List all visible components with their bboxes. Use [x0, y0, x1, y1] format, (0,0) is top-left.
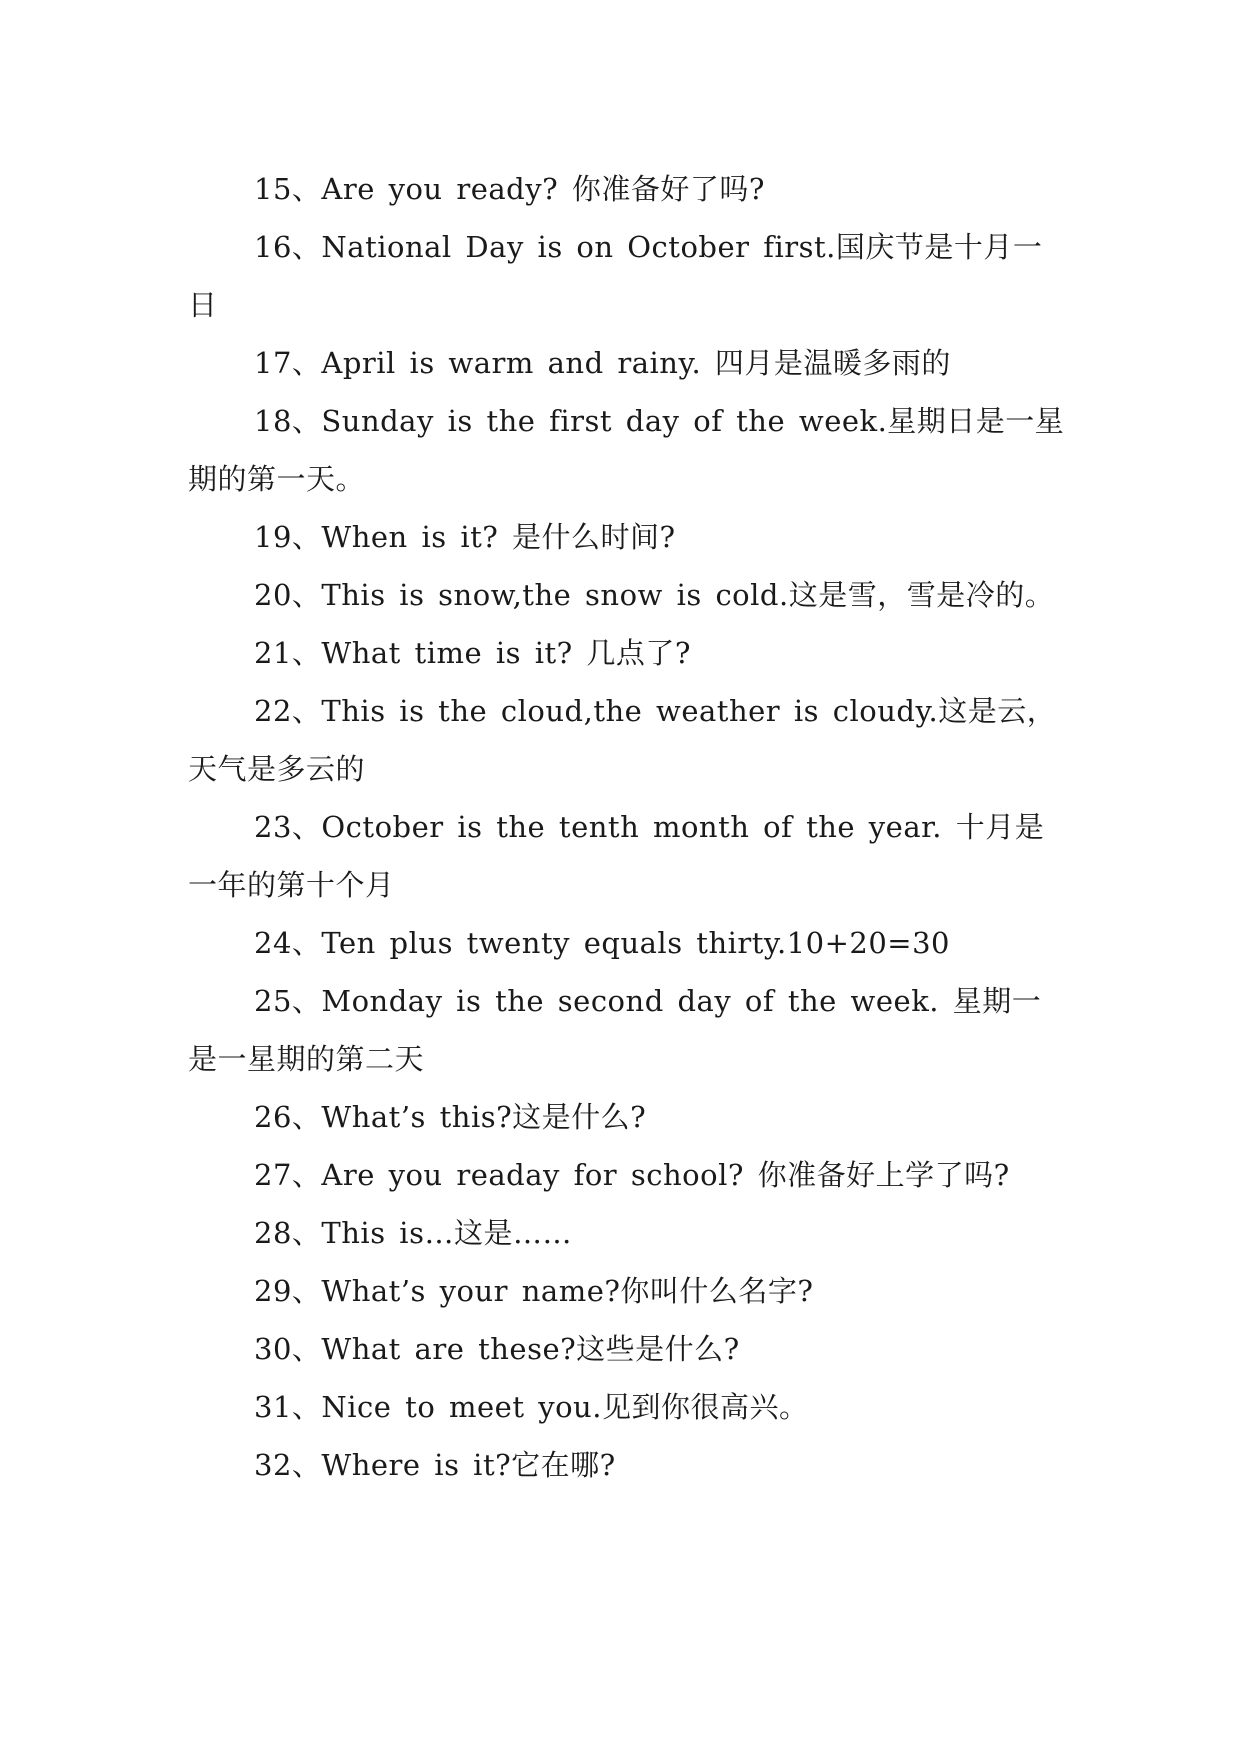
paragraph-16: 16、National Day is on October first.国庆节是十月一日 — [188, 230, 1043, 322]
paragraph-24: 24、Ten plus twenty equals thirty.10+20=30 — [254, 926, 950, 960]
paragraph-21: 21、What time is it? 几点了? — [254, 636, 691, 670]
paragraph-31: 31、Nice to meet you.见到你很高兴。 — [254, 1390, 809, 1424]
paragraph-30: 30、What are these?这些是什么? — [254, 1332, 740, 1366]
paragraph-23: 23、October is the tenth month of the year. 十月是一年的第十个月 — [188, 810, 1045, 902]
paragraph-20: 20、This is snow,the snow is cold.这是雪，雪是冷的。 — [254, 578, 1055, 612]
paragraph-26: 26、What’s this?这是什么? — [254, 1100, 647, 1134]
document-body — [188, 160, 1068, 1494]
paragraph-32: 32、Where is it?它在哪? — [254, 1448, 616, 1482]
paragraph-25: 25、Monday is the second day of the week. 星期一是一星期的第二天 — [188, 984, 1042, 1076]
paragraph-28: 28、This is…这是…… — [254, 1216, 572, 1250]
paragraph-19: 19、When is it? 是什么时间? — [254, 520, 676, 554]
paragraph-18: 18、Sunday is the first day of the week.星期日是一星期的第一天。 — [188, 404, 1065, 496]
paragraph-27: 27、Are you readay for school? 你准备好上学了吗? — [254, 1158, 1010, 1192]
paragraph-22: 22、This is the cloud,the weather is cloudy.这是云，天气是多云的 — [188, 694, 1057, 786]
paragraph-15: 15、Are you ready? 你准备好了吗? — [254, 172, 765, 206]
paragraph-17: 17、April is warm and rainy. 四月是温暖多雨的 — [254, 346, 951, 380]
paragraph-29: 29、What’s your name?你叫什么名字? — [254, 1274, 814, 1308]
